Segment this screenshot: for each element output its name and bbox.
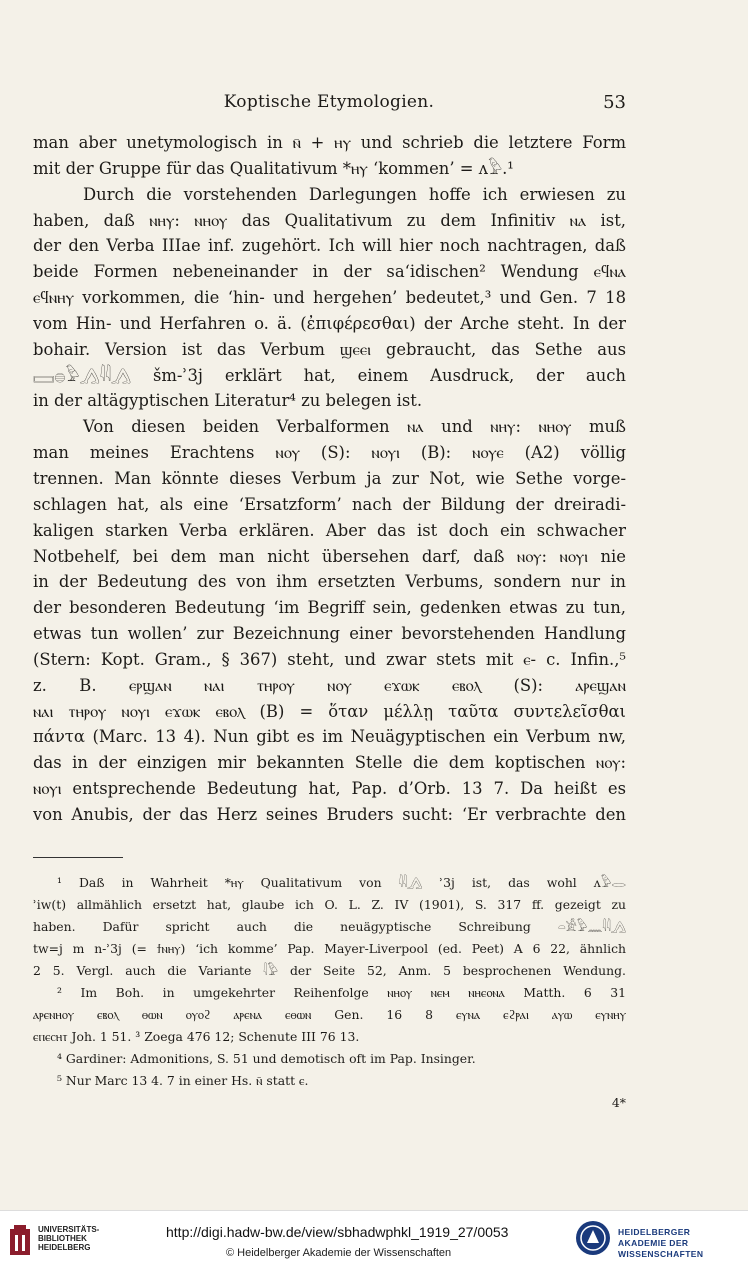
- footnote-line: ʾiw(t) allmählich ersetzt hat, glaube ich O. L. Z. IV (1901), S. 317 ff. gezeigt zu: [33, 897, 626, 912]
- text-line: ⲛⲁⲓ ⲧⲏⲣⲟⲩ ⲛⲟⲩⲓ ⲉϫⲱⲕ ⲉⲃⲟⲗ (B) = ὅταν μέλλῃ ταῦτα συντελεῖσθαι: [33, 701, 626, 721]
- running-title: Koptische Etymologien.: [223, 92, 435, 112]
- text-line: Von diesen beiden Verbalformen ⲛⲁ und ⲛⲏⲩ: ⲛⲏⲟⲩ muß: [83, 417, 626, 437]
- text-line: Notbehelf, bei dem man nicht übersehen darf, daß ⲛⲟⲩ: ⲛⲟⲩⲓ nie: [33, 546, 626, 566]
- text-line: der besonderen Bedeutung ‘im Begriff sein, gedenken etwas zu tun,: [33, 598, 626, 618]
- footnote-line: ² Im Boh. in umgekehrter Reihenfolge ⲛⲏⲟⲩ ⲛⲉⲙ ⲛⲏⲉⲟⲛⲁ Matth. 6 31: [57, 985, 626, 1000]
- text-line: (Stern: Kopt. Gram., § 367) steht, und zwar stets mit ⲉ- c. Infin.,⁵: [33, 649, 626, 669]
- text-line: ⲛⲟⲩⲓ entsprechende Bedeutung hat, Pap. d’Orb. 13 7. Da heißt es: [33, 779, 626, 799]
- text-line: ⲉϥⲛⲏⲩ vorkommen, die ‘hin- und hergehen’ bedeutet,³ und Gen. 7 18: [33, 288, 626, 308]
- text-line: etwas tun wollen’ zur Bezeichnung einer bevorstehenden Handlung: [33, 624, 626, 644]
- permalink-url[interactable]: http://digi.hadw-bw.de/view/sbhadwphkl_1919_27/0053: [166, 1224, 509, 1240]
- academy-name: HEIDELBERGER AKADEMIE DER WISSENSCHAFTEN: [618, 1227, 704, 1259]
- text-line: 𓈙𓐍𓅱𓂻𓇋𓇋𓂻 šm-ʾ3j erklärt hat, einem Ausdruck, der auch: [33, 365, 626, 385]
- sheet-signature: 4*: [611, 1095, 626, 1110]
- text-line: man meines Erachtens ⲛⲟⲩ (S): ⲛⲟⲩⲓ (B): ⲛⲟⲩⲉ (A2) völlig: [33, 443, 626, 463]
- academy-logo[interactable]: [572, 1219, 742, 1259]
- main-text: [33, 130, 626, 828]
- university-library-logo[interactable]: [8, 1221, 158, 1261]
- footnote-line: ¹ Daß in Wahrheit *ⲏⲩ Qualitativum von 𓇋𓇋𓂻 ʾ3j ist, das wohl ʌ𓅱𓂋: [57, 875, 626, 890]
- footnote-line: ⁵ Nur Marc 13 4. 7 in einer Hs. ⲛ̄ statt ⲉ.: [57, 1073, 309, 1088]
- text-line: in der altägyptischen Literatur⁴ zu belegen ist.: [33, 391, 423, 411]
- page-number: 53: [603, 92, 626, 113]
- text-line: trennen. Man könnte dieses Verbum ja zur Not, wie Sethe vorge-: [33, 468, 626, 488]
- text-line: bohair. Version ist das Verbum ϣⲉⲉⲓ gebraucht, das Sethe aus: [33, 339, 626, 359]
- footnotes: [33, 872, 626, 1114]
- text-line: πάντα (Marc. 13 4). Nun gibt es im Neuägyptischen ein Verbum nw,: [33, 727, 626, 747]
- text-line: das in der einzigen mir bekannten Stelle die dem koptischen ⲛⲟⲩ:: [33, 753, 626, 773]
- footnote-line: ⲉⲡⲉⲥⲏⲧ Joh. 1 51. ³ Zoega 476 12; Schenute III 76 13.: [33, 1029, 360, 1044]
- running-header: [32, 92, 626, 116]
- text-line: man aber unetymologisch in ⲛ̄ + ⲏⲩ und schrieb die letztere Form: [33, 133, 626, 152]
- text-line: z. B. ⲉⲣϣⲁⲛ ⲛⲁⲓ ⲧⲏⲣⲟⲩ ⲛⲟⲩ ⲉϫⲱⲕ ⲉⲃⲟⲗ (S): ⲁⲣⲉϣⲁⲛ: [33, 675, 626, 695]
- copyright-notice: © Heidelberger Akademie der Wissenschaften: [226, 1247, 452, 1259]
- library-name: UNIVERSITÄTS- BIBLIOTHEK HEIDELBERG: [38, 1225, 100, 1252]
- text-line: der den Verba IIIae inf. zugehört. Ich will hier noch nachtragen, daß: [33, 236, 626, 256]
- text-line: haben, daß ⲛⲏⲩ: ⲛⲏⲟⲩ das Qualitativum zu dem Infinitiv ⲛⲁ ist,: [33, 210, 626, 230]
- footnote-line: tw=j m n-ʾ3j (= ϯⲛⲏⲩ) ‘ich komme’ Pap. Mayer-Liverpool (ed. Peet) A 6 22, ähnlich: [33, 941, 626, 956]
- text-line: von Anubis, der das Herz seines Bruders sucht: ‘Er verbrachte den: [33, 804, 626, 824]
- academy-seal-icon: [574, 1219, 612, 1257]
- text-line: kaligen starken Verba erklären. Aber das ist doch ein schwacher: [33, 520, 626, 540]
- viewer-footer: [0, 1210, 748, 1266]
- footnote-divider: [33, 857, 123, 858]
- footnote-line: ⲁⲣⲉⲛⲏⲟⲩ ⲉⲃⲟⲗ ⲑⲱⲛ ⲟⲩⲟϩ ⲁⲣⲉⲛⲁ ⲉⲑⲱⲛ Gen. 16 8 ⲉⲩⲛⲁ ⲉϩⲣⲁⲓ ⲁⲩⲱ ⲉⲩⲛⲏⲩ: [33, 1007, 626, 1022]
- text-line: vom Hin- und Herfahren o. ä. (ἐπιφέρεσθαι) der Arche steht. In der: [33, 313, 626, 333]
- text-line: mit der Gruppe für das Qualitativum *ⲏⲩ ‘kommen’ = ʌ𓅱.¹: [33, 158, 514, 178]
- text-line: Durch die vorstehenden Darlegungen hoffe ich erwiesen zu: [83, 184, 626, 204]
- text-line: schlagen hat, als eine ‘Ersatzform’ nach der Bildung der dreiradi-: [33, 494, 626, 514]
- footnote-line: haben. Dafür spricht auch die neuägyptische Schreibung 𓏏𓀀𓅱𓈖𓇋𓇋𓂻: [33, 919, 626, 934]
- text-line: in der Bedeutung des von ihm ersetzten Verbums, sondern nur in: [33, 572, 626, 592]
- footnote-line: 2 5. Vergl. auch die Variante 𓇋𓅱 der Seite 52, Anm. 5 besprochenen Wendung.: [33, 963, 626, 978]
- text-line: beide Formen nebeneinander in der sa‘idischen² Wendung ⲉϥⲛⲁ: [33, 262, 626, 282]
- library-emblem-icon: [8, 1223, 32, 1257]
- footnote-line: ⁴ Gardiner: Admonitions, S. 51 und demotisch oft im Pap. Insinger.: [57, 1051, 476, 1066]
